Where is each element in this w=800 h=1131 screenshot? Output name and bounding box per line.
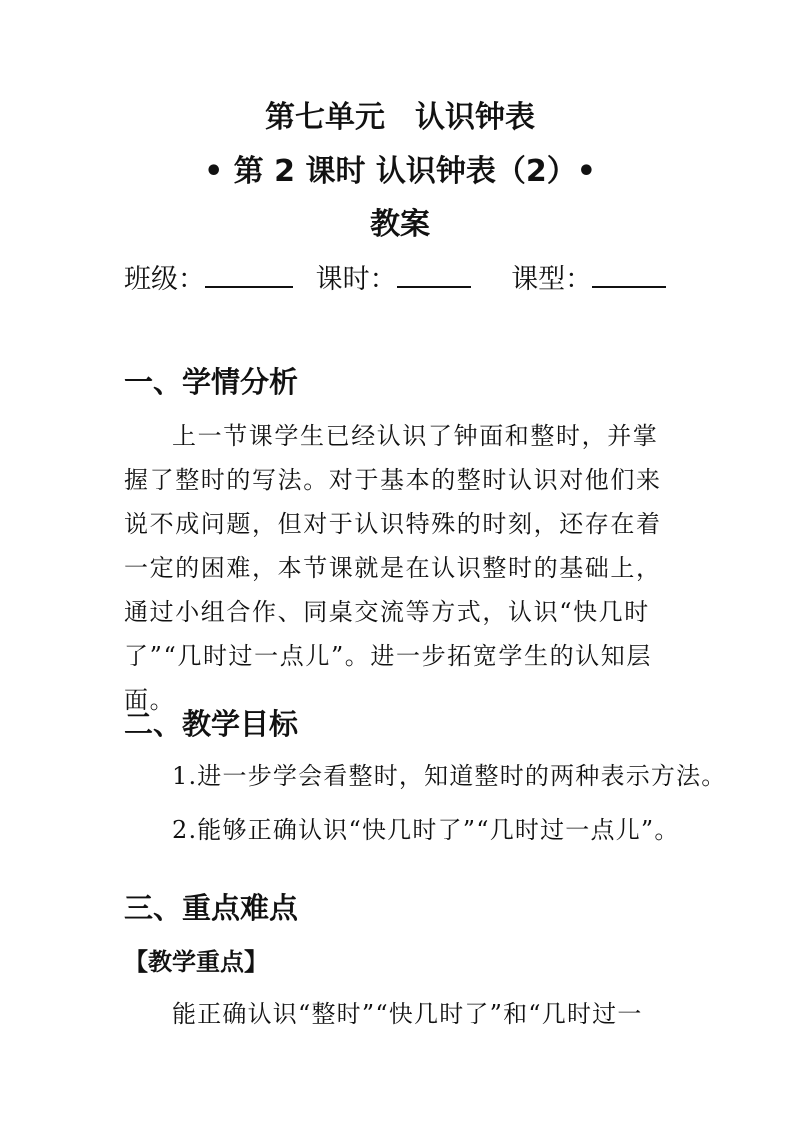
doc-type-title: 教案: [370, 207, 430, 242]
analysis-paragraph: 上一节课学生已经认识了钟面和整时，并掌握了整时的写法。对于基本的整时认识对他们来说不成问题，但对于认识特殊的时刻，还存在着一定的困难，本节课就是在认识整时的基础上，通过小组合作、同桌交流等方式，认识“快几时了”“几时过一点儿”。进一步拓宽学生的认知层面。: [124, 422, 662, 714]
period-label: 课时：: [315, 264, 397, 295]
type-blank: [592, 258, 666, 288]
lesson-title: • 第 2 课时 认识钟表（2）•: [204, 154, 596, 189]
section-heading-goals: 二、教学目标: [124, 707, 299, 741]
class-label: 班级：: [124, 264, 205, 295]
section-heading-key-points: 三、重点难点: [124, 891, 299, 925]
type-label: 课型：: [511, 264, 593, 295]
focus-paragraph: 能正确认识“整时”“快几时了”和“几时过一: [172, 1000, 643, 1028]
period-blank: [397, 258, 471, 288]
goal-item-2: 2.能够正确认识“快几时了”“几时过一点儿”。: [172, 816, 680, 844]
unit-title: 第七单元 认识钟表: [265, 100, 535, 135]
meta-line: [124, 258, 666, 300]
class-blank: [205, 258, 293, 288]
goal-item-1: 1.进一步学会看整时，知道整时的两种表示方法。: [172, 762, 727, 790]
subheading-teaching-focus: 【教学重点】: [124, 948, 268, 976]
section-heading-analysis: 一、学情分析: [124, 365, 299, 399]
